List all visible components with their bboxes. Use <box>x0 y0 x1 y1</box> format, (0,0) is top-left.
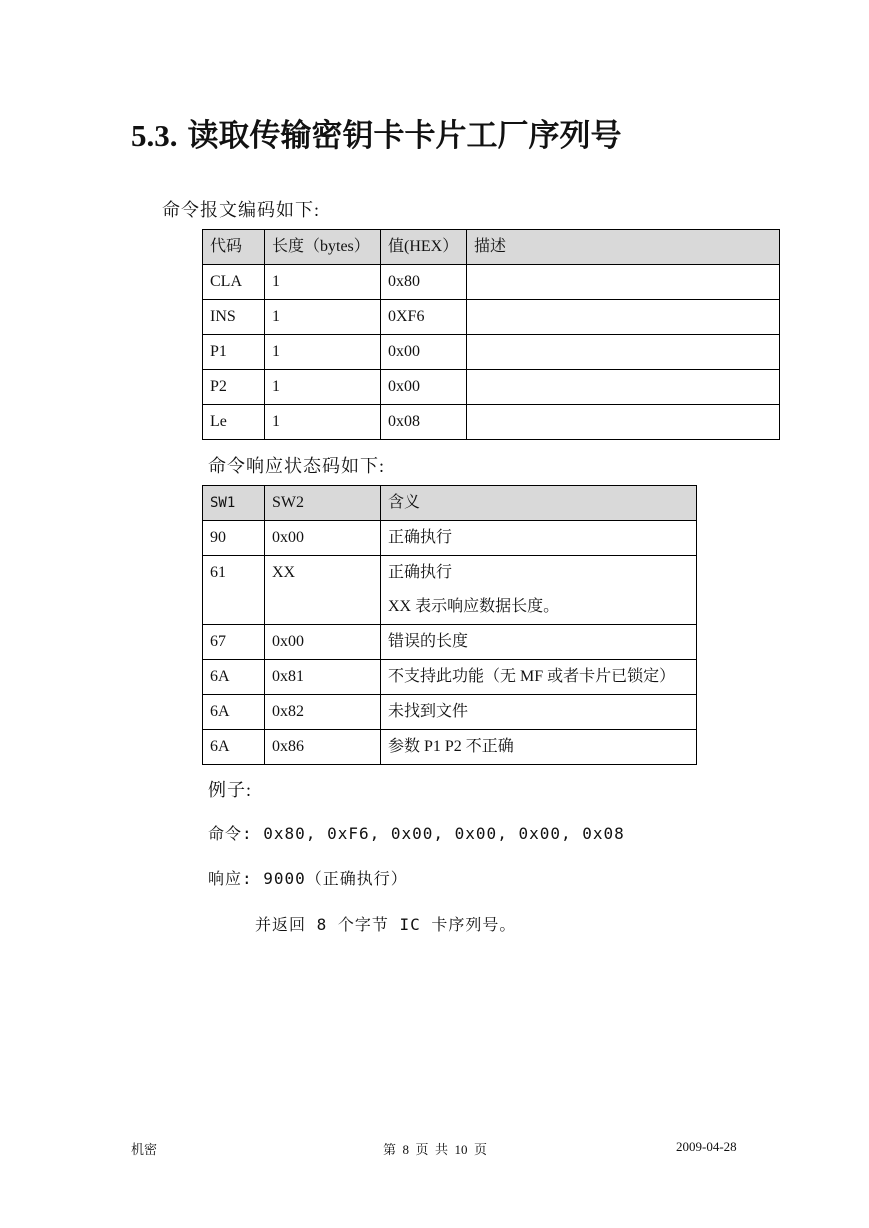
table-row <box>203 405 780 440</box>
cell: 0x00 <box>265 625 381 660</box>
cell: 错误的长度 <box>381 625 697 660</box>
section-heading <box>131 110 622 155</box>
cell: 0x00 <box>381 335 467 370</box>
example-note: 并返回 8 个字节 IC 卡序列号。 <box>255 915 517 934</box>
table-row <box>203 660 697 695</box>
cell: INS <box>203 300 265 335</box>
cell: CLA <box>203 265 265 300</box>
table-header-row <box>203 230 780 265</box>
command-intro: 命令报文编码如下: <box>162 200 321 220</box>
cell: 1 <box>265 335 381 370</box>
cell: 67 <box>203 625 265 660</box>
cell: 6A <box>203 695 265 730</box>
header-sw2: SW2 <box>265 486 381 521</box>
cell <box>467 335 780 370</box>
command-table <box>202 229 780 440</box>
cell <box>467 370 780 405</box>
cell <box>467 265 780 300</box>
header-meaning: 含义 <box>381 486 697 521</box>
table-row <box>203 335 780 370</box>
cell: 不支持此功能（无 MF 或者卡片已锁定） <box>381 660 697 695</box>
cell: 1 <box>265 300 381 335</box>
cell: 未找到文件 <box>381 695 697 730</box>
cell <box>467 405 780 440</box>
header-code: 代码 <box>203 230 265 265</box>
cell: 参数 P1 P2 不正确 <box>381 730 697 765</box>
cell: 1 <box>265 405 381 440</box>
meaning-note: XX 表示响应数据长度。 <box>388 598 560 615</box>
cell: 0x08 <box>381 405 467 440</box>
table-row <box>203 730 697 765</box>
table-row <box>203 265 780 300</box>
response-intro: 命令响应状态码如下: <box>208 456 386 476</box>
footer-date: 2009-04-28 <box>676 1139 737 1154</box>
example-label: 例子: <box>208 780 253 800</box>
header-sw1: SW1 <box>203 486 265 521</box>
cell: 0x00 <box>265 521 381 556</box>
status-table <box>202 485 697 765</box>
cell: XX <box>265 556 381 625</box>
header-description: 描述 <box>467 230 780 265</box>
cell: Le <box>203 405 265 440</box>
cell: 6A <box>203 660 265 695</box>
cell: P2 <box>203 370 265 405</box>
section-title: 读取传输密钥卡卡片工厂序列号 <box>187 118 622 153</box>
cell: 90 <box>203 521 265 556</box>
table-row <box>203 625 697 660</box>
cell: 0x00 <box>381 370 467 405</box>
example-response: 响应: 9000（正确执行） <box>208 869 408 888</box>
cell: 0x86 <box>265 730 381 765</box>
example-command: 命令: 0x80, 0xF6, 0x00, 0x00, 0x00, 0x08 <box>208 824 625 843</box>
cell: 61 <box>203 556 265 625</box>
cell: 0x80 <box>381 265 467 300</box>
cell: 1 <box>265 370 381 405</box>
table-header-row <box>203 486 697 521</box>
meaning-line: 正确执行 <box>388 564 453 581</box>
table-row <box>203 521 697 556</box>
cell: 6A <box>203 730 265 765</box>
cell: 1 <box>265 265 381 300</box>
cell <box>381 556 697 625</box>
section-number: 5.3. <box>131 118 178 153</box>
cell <box>467 300 780 335</box>
footer-confidential: 机密 <box>131 1142 158 1157</box>
cell: 0XF6 <box>381 300 467 335</box>
header-length: 长度（bytes） <box>265 230 381 265</box>
table-row <box>203 695 697 730</box>
cell: 0x82 <box>265 695 381 730</box>
table-row <box>203 556 697 625</box>
cell: P1 <box>203 335 265 370</box>
cell: 正确执行 <box>381 521 697 556</box>
header-value: 值(HEX） <box>381 230 467 265</box>
cell: 0x81 <box>265 660 381 695</box>
table-row <box>203 370 780 405</box>
footer-page-number: 第 8 页 共 10 页 <box>383 1142 488 1157</box>
table-row <box>203 300 780 335</box>
